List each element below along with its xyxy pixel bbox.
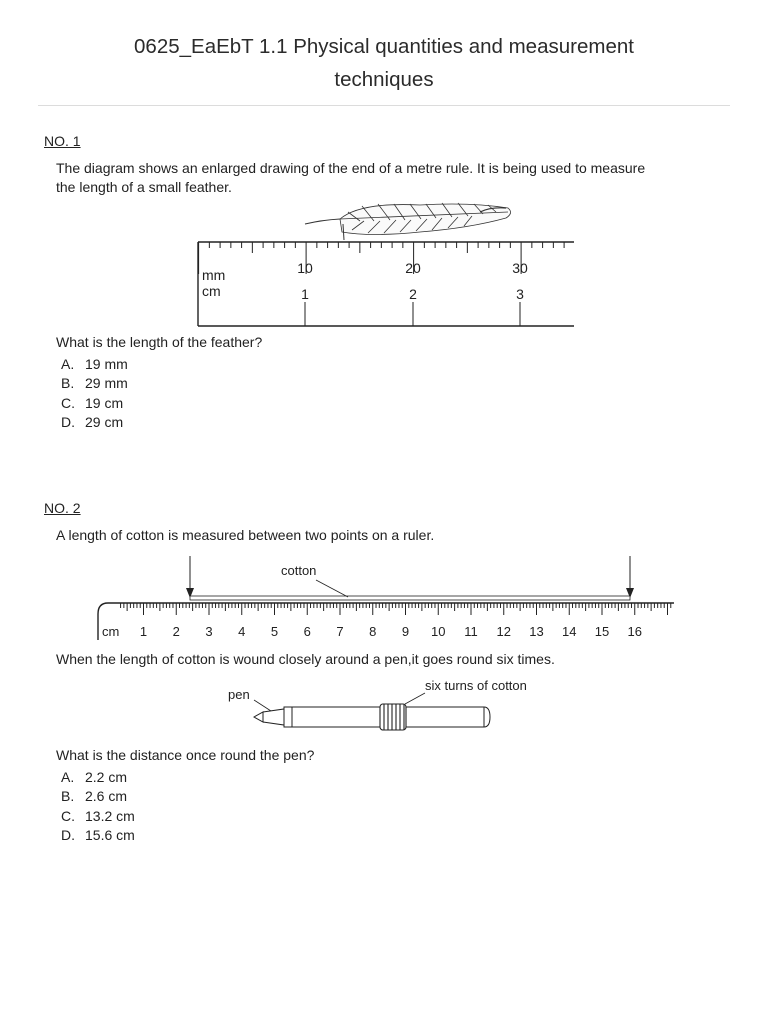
- option-c[interactable]: [61, 394, 128, 413]
- ruler-number-10: 10: [431, 624, 446, 639]
- cm-number-2: 2: [409, 286, 417, 302]
- ruler-number-4: 4: [238, 624, 246, 639]
- mm-unit-label: mm: [202, 267, 226, 283]
- option-b[interactable]: [61, 787, 135, 806]
- option-text: 19 cm: [85, 394, 124, 411]
- question-1-text-line1: The diagram shows an enlarged drawing of the end of a metre rule. It is being used to measure: [56, 160, 646, 176]
- ruler-number-14: 14: [562, 624, 577, 639]
- pen-diagram: [0, 674, 768, 744]
- option-a[interactable]: [61, 768, 135, 787]
- cm-number-1: 1: [301, 286, 309, 302]
- option-text: 15.6 cm: [85, 826, 135, 843]
- feather-image: [305, 203, 511, 240]
- metre-rule: [198, 242, 574, 326]
- cotton-ruler-diagram: [0, 554, 768, 644]
- mm-number-30: 30: [512, 260, 528, 276]
- question-1-options: [61, 355, 128, 432]
- cotton-coils: [380, 704, 406, 730]
- question-1-number: NO. 1: [44, 133, 81, 149]
- page-title-line1: 0625_EaEbT 1.1 Physical quantities and measurement: [134, 35, 634, 58]
- question-2-prompt: What is the distance once round the pen?: [56, 747, 315, 763]
- ruler-number-16: 16: [627, 624, 642, 639]
- mm-tick-marks: [199, 242, 564, 274]
- cotton-thread: [190, 596, 630, 600]
- question-2-text: A length of cotton is measured between two points on a ruler.: [56, 527, 435, 543]
- question-1-text: [56, 159, 716, 197]
- option-a[interactable]: [61, 355, 128, 374]
- option-d[interactable]: [61, 413, 128, 432]
- mm-number-20: 20: [405, 260, 421, 276]
- ruler-outline: [98, 603, 674, 640]
- option-letter: C.: [61, 807, 75, 824]
- ruler-number-7: 7: [336, 624, 344, 639]
- question-1-prompt: What is the length of the feather?: [56, 334, 263, 350]
- ruler-number-11: 11: [464, 624, 478, 639]
- option-c[interactable]: [61, 807, 135, 826]
- ruler-unit-label: cm: [102, 624, 120, 639]
- ruler-tick-marks: [121, 603, 671, 615]
- cotton-leader-line: [316, 580, 348, 597]
- ruler-number-1: 1: [139, 624, 148, 639]
- question-2-text-2: When the length of cotton is wound closely around a pen,it goes round six times.: [56, 651, 555, 667]
- title-divider: [38, 105, 730, 106]
- question-2-options: [61, 768, 135, 845]
- option-text: 29 mm: [85, 375, 128, 392]
- ruler-number-9: 9: [401, 624, 410, 639]
- option-letter: A.: [61, 356, 75, 372]
- option-b[interactable]: [61, 374, 128, 393]
- page-title: [40, 30, 728, 96]
- cm-number-3: 3: [516, 286, 524, 302]
- ruler-number-2: 2: [172, 624, 180, 639]
- option-text: 13.2 cm: [85, 807, 135, 824]
- cm-unit-label: cm: [202, 283, 221, 299]
- option-letter: B.: [61, 375, 75, 392]
- ruler-number-6: 6: [303, 624, 311, 639]
- ruler-number-3: 3: [205, 624, 213, 639]
- question-2-number: NO. 2: [44, 500, 81, 516]
- cotton-label: cotton: [281, 563, 317, 578]
- option-text: 2.2 cm: [85, 769, 128, 785]
- option-letter: B.: [61, 788, 75, 805]
- page-title-line2: techniques: [334, 68, 434, 91]
- pen-image: [254, 707, 490, 727]
- option-letter: A.: [61, 769, 75, 785]
- option-d[interactable]: [61, 826, 135, 845]
- ruler-number-15: 15: [594, 624, 610, 639]
- cotton-turns-label: six turns of cotton: [425, 678, 527, 693]
- ruler-number-12: 12: [496, 624, 511, 639]
- option-letter: D.: [61, 826, 75, 843]
- pen-label: pen: [228, 687, 250, 702]
- ruler-number-5: 5: [270, 624, 279, 639]
- question-1-text-line2: the length of a small feather.: [56, 179, 232, 195]
- option-letter: C.: [61, 394, 75, 411]
- pen-leader-line: [254, 700, 271, 711]
- mm-number-10: 10: [297, 260, 313, 276]
- option-text: 29 cm: [85, 413, 124, 430]
- turns-leader-line: [405, 693, 425, 704]
- option-letter: D.: [61, 413, 75, 430]
- ruler-number-8: 8: [369, 624, 377, 639]
- ruler-number-13: 13: [529, 624, 544, 639]
- option-text: 19 mm: [85, 356, 128, 372]
- metre-rule-diagram: [0, 196, 768, 336]
- option-text: 2.6 cm: [85, 788, 128, 805]
